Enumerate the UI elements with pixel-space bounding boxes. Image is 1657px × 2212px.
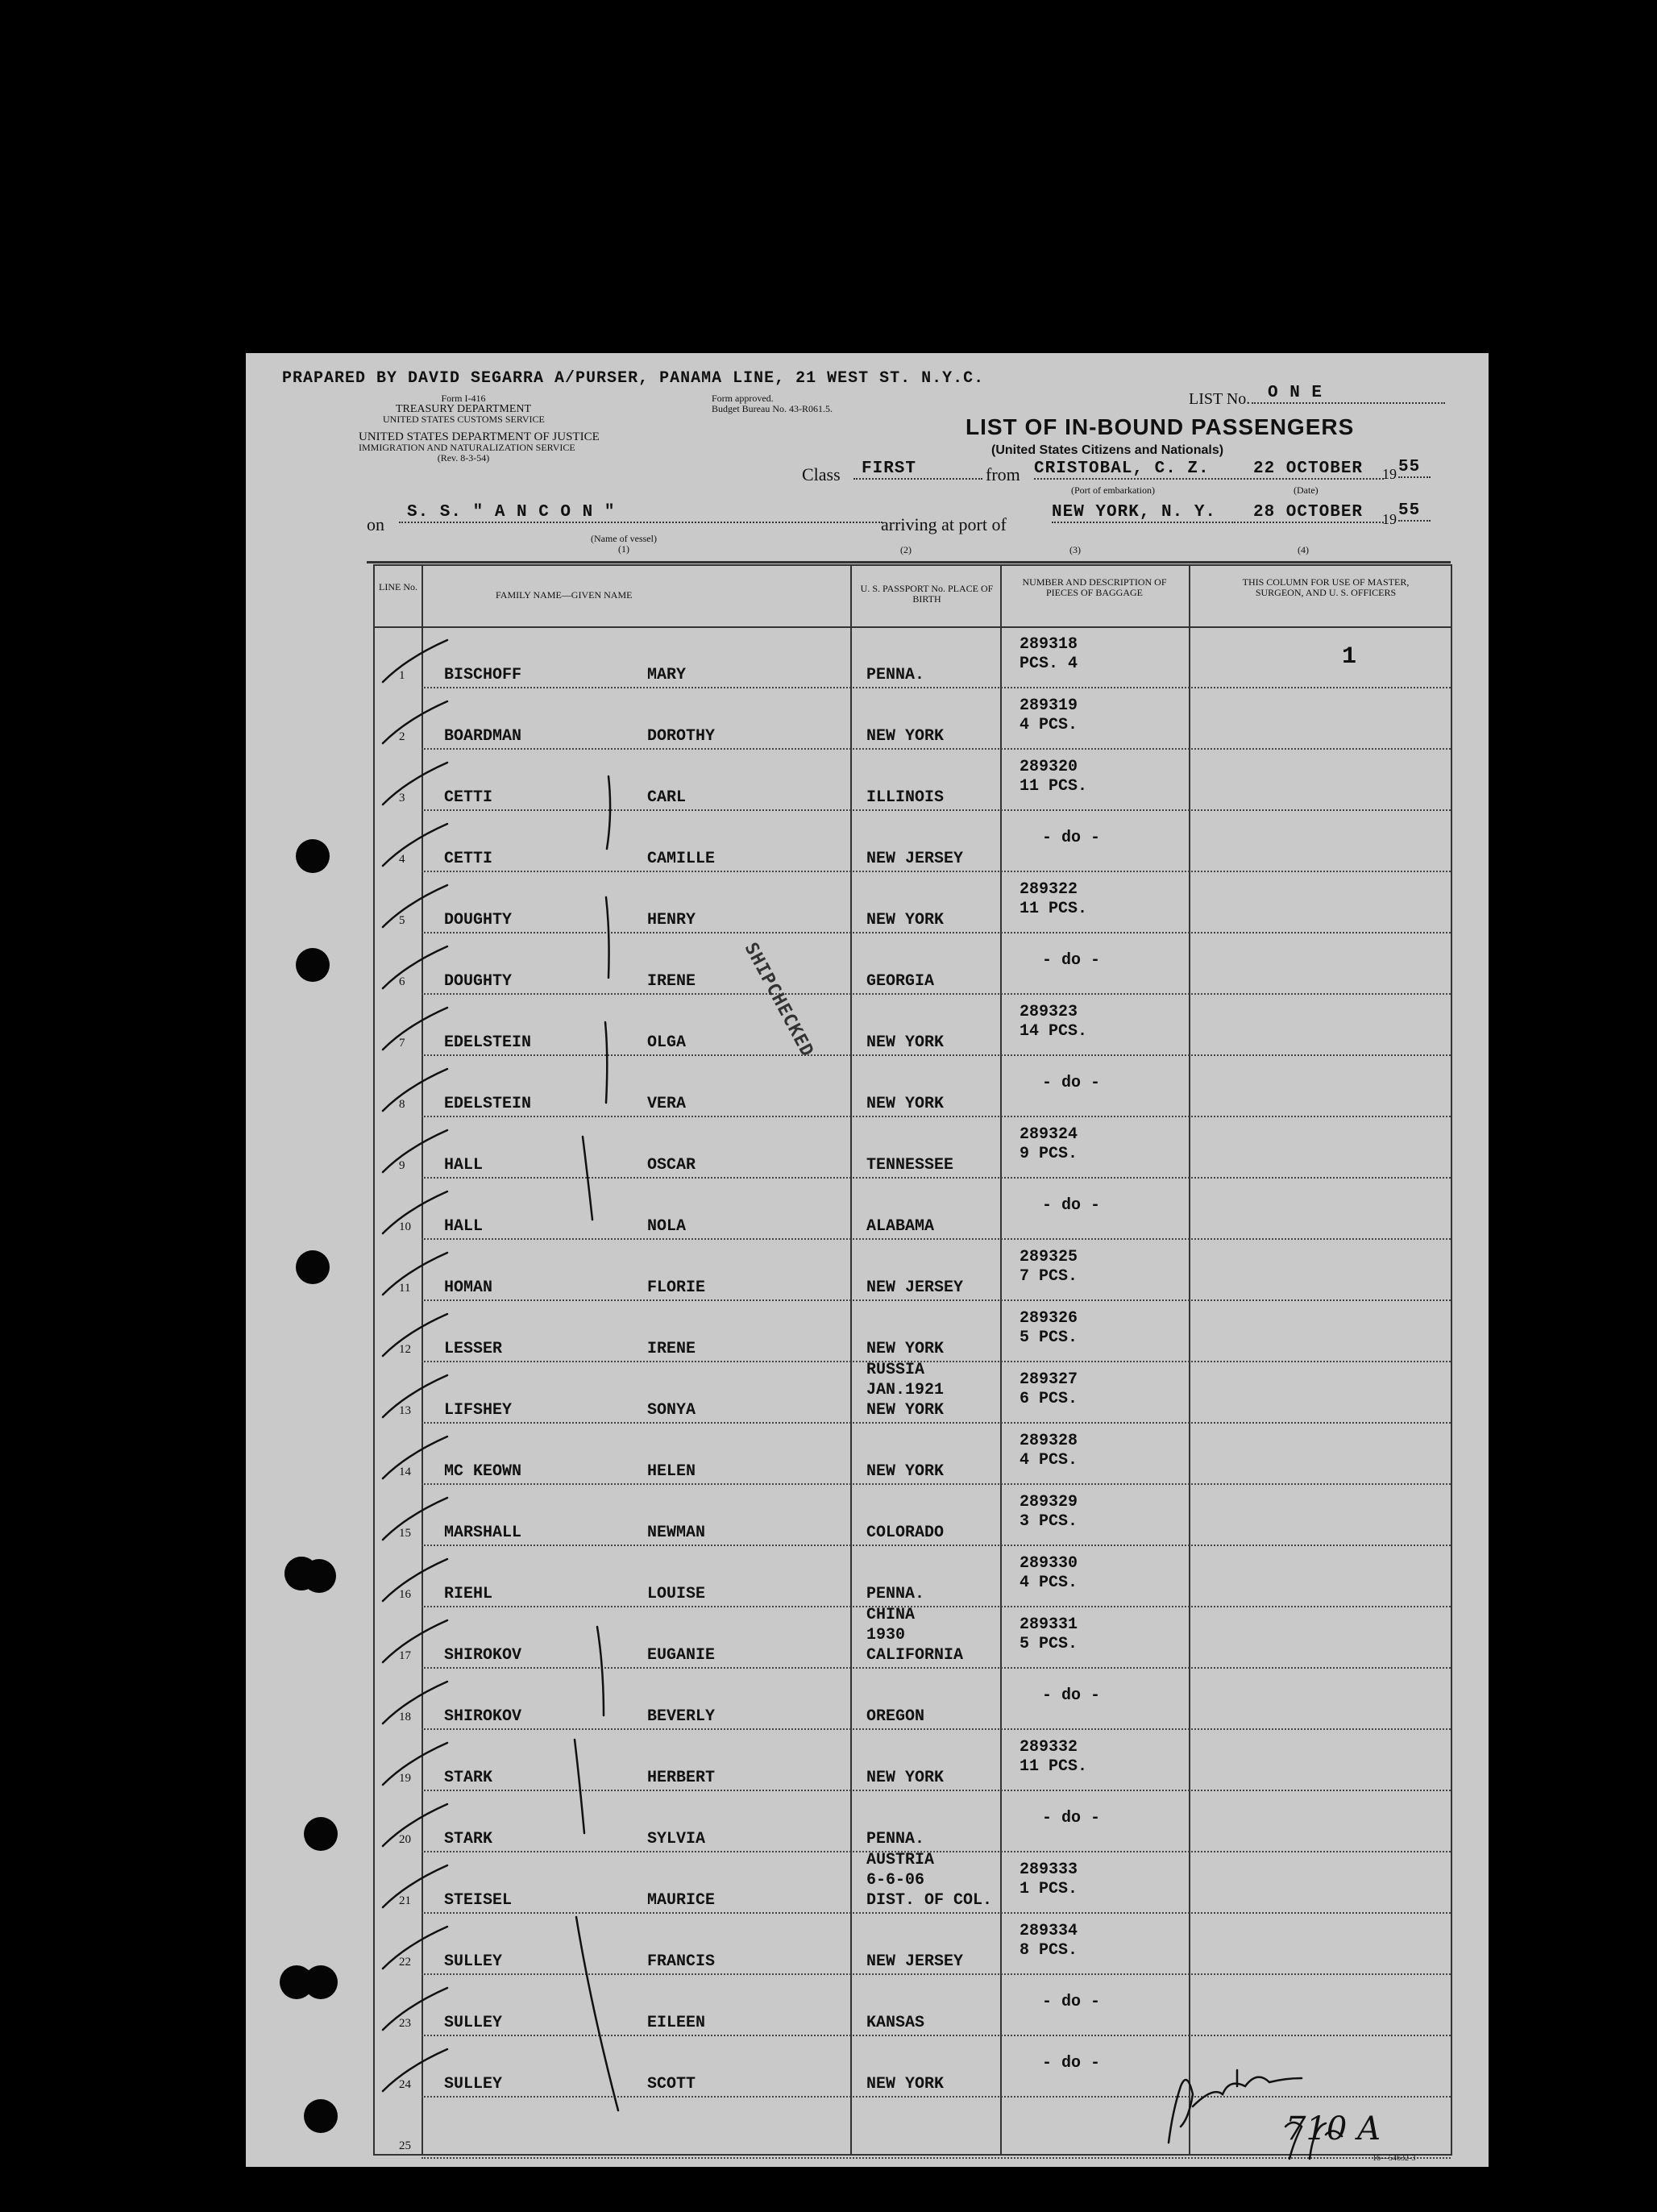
place-of-birth: ALABAMA [866, 1217, 935, 1236]
given-name: FRANCIS [647, 1952, 716, 1971]
baggage-pieces: 4 PCS. [1020, 1451, 1078, 1470]
line-number: 23 [399, 2017, 411, 2030]
baggage-ditto: - do - [1042, 829, 1101, 847]
baggage-pieces: 11 PCS. [1020, 777, 1088, 796]
family-name: MARSHALL [444, 1524, 522, 1542]
baggage-number: 289327 [1020, 1370, 1078, 1389]
given-name: EILEEN [647, 2014, 706, 2032]
check-tick [383, 1682, 447, 1723]
baggage-number: 289332 [1020, 1738, 1078, 1757]
given-name: CAMILLE [647, 850, 716, 868]
check-tick [383, 1804, 447, 1846]
given-name: SYLVIA [647, 1830, 706, 1848]
given-name: IRENE [647, 1340, 696, 1358]
family-name: STARK [444, 1830, 493, 1848]
given-name: HERBERT [647, 1769, 716, 1787]
line-number: 11 [399, 1282, 411, 1295]
baggage-number: 289322 [1020, 880, 1078, 899]
baggage-number: 289333 [1020, 1861, 1078, 1879]
given-name: LOUISE [647, 1585, 706, 1603]
family-name: LESSER [444, 1340, 503, 1358]
line-number: 1 [399, 669, 405, 682]
given-name: MARY [647, 666, 687, 684]
family-name: CETTI [444, 788, 493, 807]
family-name: SHIROKOV [444, 1646, 522, 1665]
place-of-birth: PENNA. [866, 666, 925, 684]
check-tick [383, 1253, 447, 1295]
check-tick [383, 1743, 447, 1785]
line-number: 21 [399, 1894, 411, 1907]
header-baggage: NUMBER AND DESCRIPTION OF PIECES OF BAGGAGE [1022, 576, 1167, 598]
given-name: SONYA [647, 1401, 696, 1420]
baggage-ditto: - do - [1042, 1074, 1101, 1092]
passenger-manifest-sheet [246, 353, 1489, 2167]
from-label: from [986, 464, 1020, 484]
family-name: CETTI [444, 850, 493, 868]
form-number: Form I-416 TREASURY DEPARTMENT UNITED STATES CUSTOMS SERVICE [383, 393, 545, 425]
place-of-birth: NEW YORK [866, 1769, 945, 1787]
family-name: STARK [444, 1769, 493, 1787]
place-of-birth: NEW YORK [866, 911, 945, 929]
baggage-pieces: 4 PCS. [1020, 1574, 1078, 1592]
family-name: HALL [444, 1217, 484, 1236]
place-of-birth: 1930 [866, 1626, 906, 1644]
baggage-number: 289329 [1020, 1493, 1078, 1511]
given-name: OLGA [647, 1033, 687, 1052]
family-name: BISCHOFF [444, 666, 522, 684]
check-tick [383, 1314, 447, 1356]
check-tick [383, 824, 447, 866]
check-tick [383, 1375, 447, 1417]
baggage-number: 289325 [1020, 1248, 1078, 1266]
line-number: 25 [399, 2139, 411, 2152]
check-tick [383, 2049, 447, 2091]
line-number: 3 [399, 792, 405, 805]
check-tick [383, 946, 447, 988]
baggage-number: 289331 [1020, 1615, 1078, 1634]
given-name: IRENE [647, 972, 696, 991]
baggage-pieces: 5 PCS. [1020, 1328, 1078, 1347]
line-number: 24 [399, 2078, 411, 2091]
baggage-number: 289318 [1020, 635, 1078, 654]
check-tick [383, 1988, 447, 2030]
vessel-caption: (Name of vessel) (1) [591, 533, 657, 555]
line-number: 20 [399, 1833, 411, 1846]
given-name: FLORIE [647, 1279, 706, 1297]
line-number: 18 [399, 1711, 411, 1723]
line-number: 4 [399, 853, 405, 866]
year-prefix: 19 [1382, 466, 1397, 482]
given-name: HELEN [647, 1462, 696, 1481]
baggage-pieces: 9 PCS. [1020, 1145, 1078, 1163]
form-title: LIST OF IN-BOUND PASSENGERS [966, 414, 1355, 439]
form-subtitle: (United States Citizens and Nationals) [991, 443, 1224, 457]
baggage-number: 289330 [1020, 1554, 1078, 1573]
family-name: SHIROKOV [444, 1707, 522, 1726]
family-name: MC KEOWN [444, 1462, 522, 1481]
baggage-ditto: - do - [1042, 1686, 1101, 1705]
place-of-birth: COLORADO [866, 1524, 945, 1542]
embark-caption: (Port of embarkation) [1071, 484, 1155, 496]
col-num-4: (4) [1298, 544, 1309, 555]
embark-year: 55 [1398, 458, 1431, 478]
footer-code: 16—54632-3 [1373, 2154, 1416, 2163]
place-of-birth: NEW YORK [866, 727, 945, 746]
header-name: FAMILY NAME—GIVEN NAME [496, 589, 633, 601]
baggage-pieces: 11 PCS. [1020, 1757, 1088, 1776]
baggage-pieces: 8 PCS. [1020, 1941, 1078, 1960]
check-tick [383, 1008, 447, 1050]
line-number: 22 [399, 1956, 411, 1969]
date-caption: (Date) [1294, 484, 1319, 496]
family-name: LIFSHEY [444, 1401, 513, 1420]
family-name: DOUGHTY [444, 972, 513, 991]
place-of-birth: AUSTRIA [866, 1851, 935, 1869]
check-tick [383, 1130, 447, 1172]
baggage-number: 289334 [1020, 1922, 1078, 1940]
vessel-name: S. S. " A N C O N " [399, 503, 882, 523]
baggage-pieces: 11 PCS. [1020, 900, 1088, 918]
check-tick [383, 1437, 447, 1478]
col-num-3: (3) [1069, 544, 1081, 555]
family-name: STEISEL [444, 1891, 513, 1910]
place-of-birth: 6-6-06 [866, 1871, 925, 1890]
family-name: SULLEY [444, 2014, 503, 2032]
given-name: EUGANIE [647, 1646, 716, 1665]
given-name: MAURICE [647, 1891, 716, 1910]
place-of-birth: ILLINOIS [866, 788, 945, 807]
family-name: HALL [444, 1156, 484, 1175]
arrival-port: NEW YORK, N. Y. [1052, 503, 1235, 523]
header-line-no: LINE No. [379, 581, 417, 592]
place-of-birth: TENNESSEE [866, 1156, 954, 1175]
baggage-ditto: - do - [1042, 1993, 1101, 2011]
baggage-pieces: 1 PCS. [1020, 1880, 1078, 1898]
line-number: 9 [399, 1159, 405, 1172]
place-of-birth: JAN.1921 [866, 1381, 945, 1399]
arriving-label: arriving at port of [881, 514, 1007, 534]
check-tick [383, 1620, 447, 1662]
place-of-birth: PENNA. [866, 1830, 925, 1848]
baggage-number: 289328 [1020, 1432, 1078, 1450]
check-tick [383, 1865, 447, 1907]
header-passport: U. S. PASSPORT No. PLACE OF BIRTH [860, 583, 994, 605]
line-number: 13 [399, 1404, 411, 1417]
place-of-birth: NEW YORK [866, 1033, 945, 1052]
place-of-birth: NEW YORK [866, 1462, 945, 1481]
family-name: SULLEY [444, 1952, 503, 1971]
baggage-ditto: - do - [1042, 951, 1101, 970]
baggage-number: 289323 [1020, 1003, 1078, 1021]
line-number: 14 [399, 1466, 411, 1478]
check-tick [383, 1559, 447, 1601]
budget-info: Form approved. Budget Bureau No. 43-R061.5. [712, 393, 833, 414]
shipchecked-stamp: SHIPCHECKED [740, 939, 818, 1061]
given-name: CARL [647, 788, 687, 807]
check-tick [383, 1498, 447, 1540]
baggage-ditto: - do - [1042, 1196, 1101, 1215]
place-of-birth: NEW YORK [866, 2075, 945, 2094]
line-number: 12 [399, 1343, 411, 1356]
baggage-number: 289319 [1020, 696, 1078, 715]
given-name: VERA [647, 1095, 687, 1113]
justice-dept: UNITED STATES DEPARTMENT OF JUSTICE IMMIGRATION AND NATURALIZATION SERVICE (Rev. 8-3-54) [359, 430, 600, 464]
family-name: HOMAN [444, 1279, 493, 1297]
embark-port: CRISTOBAL, C. Z. [1034, 459, 1235, 480]
given-name: BEVERLY [647, 1707, 716, 1726]
check-tick [383, 1069, 447, 1111]
on-label: on [367, 514, 384, 534]
check-tick [383, 1191, 447, 1233]
baggage-ditto: - do - [1042, 1809, 1101, 1827]
list-no-label: LIST No. [1189, 390, 1251, 408]
family-name: BOARDMAN [444, 727, 522, 746]
line-number: 8 [399, 1098, 405, 1111]
place-of-birth: OREGON [866, 1707, 925, 1726]
baggage-number: 289324 [1020, 1125, 1078, 1144]
handwritten-note: 710 A [1285, 2110, 1381, 2148]
line-number: 2 [399, 730, 405, 743]
prepared-by: PRAPARED BY DAVID SEGARRA A/PURSER, PANAMA LINE, 21 WEST ST. N.Y.C. [282, 369, 985, 388]
line-number: 5 [399, 914, 405, 927]
line-number: 17 [399, 1649, 411, 1662]
given-name: OSCAR [647, 1156, 696, 1175]
place-of-birth: RUSSIA [866, 1361, 925, 1379]
baggage-pieces: 6 PCS. [1020, 1390, 1078, 1408]
baggage-pieces: 14 PCS. [1020, 1022, 1088, 1041]
place-of-birth: CHINA [866, 1606, 916, 1624]
check-tick [383, 763, 447, 805]
check-tick [383, 885, 447, 927]
embark-date: 22 OCTOBER [1237, 459, 1384, 480]
given-name: NOLA [647, 1217, 687, 1236]
family-name: DOUGHTY [444, 911, 513, 929]
baggage-pieces: 3 PCS. [1020, 1512, 1078, 1531]
family-name: EDELSTEIN [444, 1095, 532, 1113]
place-of-birth: GEORGIA [866, 972, 935, 991]
baggage-pieces: 7 PCS. [1020, 1267, 1078, 1286]
class-label: Class [802, 464, 841, 484]
baggage-ditto: - do - [1042, 2054, 1101, 2073]
class-value: FIRST [853, 459, 982, 480]
place-of-birth: NEW JERSEY [866, 1279, 964, 1297]
place-of-birth: CALIFORNIA [866, 1646, 964, 1665]
header-officers: THIS COLUMN FOR USE OF MASTER, SURGEON, AND U. S. OFFICERS [1242, 576, 1410, 598]
family-name: SULLEY [444, 2075, 503, 2094]
line-number: 6 [399, 975, 405, 988]
line-number: 10 [399, 1220, 411, 1233]
handwriting-overlay [246, 353, 1489, 2167]
signature-mark [1169, 2070, 1302, 2143]
baggage-pieces: 4 PCS. [1020, 716, 1078, 734]
officer-mark: 1 [1342, 643, 1357, 671]
given-name: SCOTT [647, 2075, 696, 2094]
line-number: 16 [399, 1588, 411, 1601]
baggage-number: 289326 [1020, 1309, 1078, 1328]
baggage-pieces: PCS. 4 [1020, 655, 1078, 673]
given-name: NEWMAN [647, 1524, 706, 1542]
year-prefix-2: 19 [1382, 511, 1397, 527]
line-number: 7 [399, 1037, 405, 1050]
family-name: RIEHL [444, 1585, 493, 1603]
line-number: 19 [399, 1772, 411, 1785]
given-name: HENRY [647, 911, 696, 929]
col-num-2: (2) [900, 544, 912, 555]
check-tick [383, 701, 447, 743]
given-name: DOROTHY [647, 727, 716, 746]
place-of-birth: NEW YORK [866, 1340, 945, 1358]
baggage-number: 289320 [1020, 758, 1078, 776]
place-of-birth: NEW JERSEY [866, 850, 964, 868]
place-of-birth: DIST. OF COL. [866, 1891, 993, 1910]
arrival-date: 28 OCTOBER [1237, 503, 1384, 523]
check-tick [383, 640, 447, 682]
baggage-pieces: 5 PCS. [1020, 1635, 1078, 1653]
family-name: EDELSTEIN [444, 1033, 532, 1052]
place-of-birth: KANSAS [866, 2014, 925, 2032]
place-of-birth: NEW YORK [866, 1401, 945, 1420]
line-number: 15 [399, 1527, 411, 1540]
place-of-birth: NEW YORK [866, 1095, 945, 1113]
arrival-year: 55 [1398, 501, 1431, 522]
list-no-value: O N E [1252, 384, 1445, 404]
check-tick [383, 1927, 447, 1969]
place-of-birth: PENNA. [866, 1585, 925, 1603]
place-of-birth: NEW JERSEY [866, 1952, 964, 1971]
